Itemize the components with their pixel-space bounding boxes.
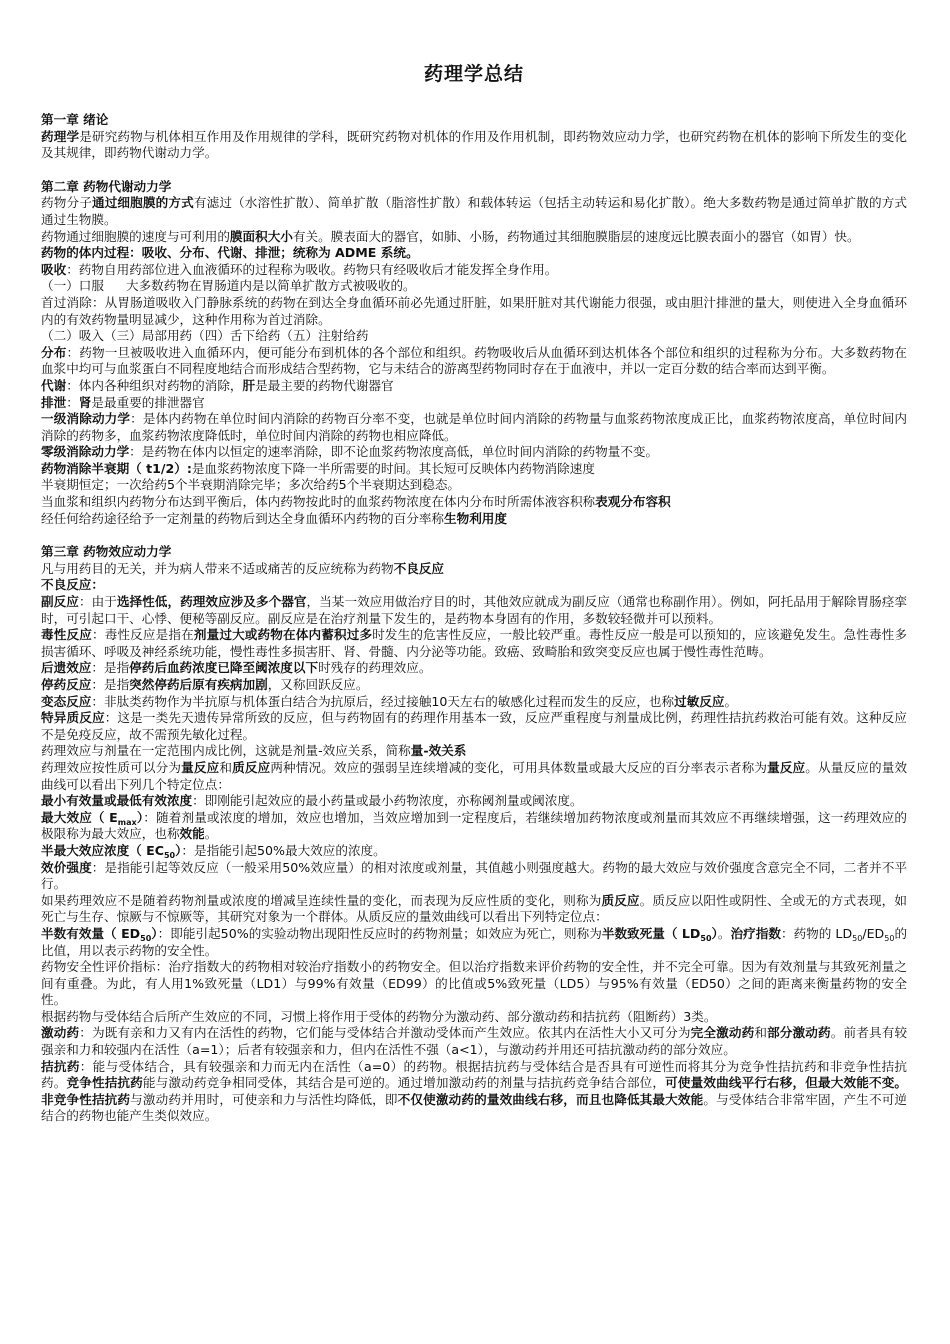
paragraph [41, 195, 907, 228]
paragraph [41, 793, 907, 810]
bold-text: 质反应 [601, 892, 640, 908]
bold-text: 后遗效应 [41, 660, 92, 676]
bold-text: 不仅使激动药的量效曲线右移，而且也降低其最大效能 [397, 1091, 704, 1107]
paragraph [41, 660, 907, 677]
text-run: 凡与用药目的无关，并为病人带来不适或痛苦的反应统称为药物 [41, 560, 394, 576]
chapter-1 [41, 112, 907, 162]
bold-text: 最小有效量或最低有效浓度 [41, 793, 193, 809]
text-run: ：药物自用药部位进入血液循环的过程称为吸收。药物只有经吸收后才能发挥全身作用。 [66, 261, 558, 277]
paragraph [41, 760, 907, 793]
paragraph [41, 677, 907, 694]
paragraph [41, 1009, 907, 1026]
text-run: 。 [717, 925, 731, 941]
chapter-1-heading: 第一章 绪论 [41, 112, 109, 127]
text-run: 有关。膜表面大的器官，如肺、小肠，药物通过其细胞膜脂层的速度远比膜表面小的器官（如胃）快。 [292, 228, 860, 244]
text-run: 大多数药物在胃肠道内是以简单扩散方式被吸收的。 [125, 278, 416, 294]
paragraph [41, 1059, 907, 1125]
bold-text: 表观分布容积 [595, 494, 671, 510]
bold-text: 肝 [242, 377, 256, 393]
text-run: 。 [724, 693, 738, 709]
paragraph [41, 378, 907, 395]
text-run: 如果药理效应不是随着药物剂量或浓度的增减呈连续性量的变化，而表现为反应性质的变化，则称为 [41, 892, 602, 908]
text-run: ：随着剂量或浓度的增加，效应也增加，当效应增加到一定程度后，若继续增加药物浓度或剂量而其效应不再继续增强，这一药理效应的极限称为最大效应，也称 [41, 809, 907, 842]
bold-text: 过敏反应 [674, 693, 725, 709]
chapter-3-heading: 第三章 药物效应动力学 [41, 544, 172, 560]
text-run: ： [66, 394, 79, 410]
text-run: 的比值，用以表示药物的安全性。 [41, 925, 908, 958]
text-run: ） [175, 842, 182, 858]
text-run: 药物分子 [41, 195, 92, 211]
text-run: 和 [219, 759, 233, 775]
subscript-text: 50 [140, 933, 152, 943]
text-run: ） [151, 925, 158, 941]
text-run: ，又称回跃反应。 [267, 677, 369, 692]
paragraph [41, 411, 907, 444]
bold-text: 可使量效曲线平行右移，但最大效能不变。非竞争性拮抗药 [41, 1075, 908, 1107]
text-run: 最大效应（ E [41, 809, 118, 825]
text-run: 药物安全性评价指标：治疗指数大的药物相对较治疗指数小的药物安全。但以治疗指数来评价药物的安全性，并不完全可靠。因为有效剂量与其致死剂量之间有重叠。为此，有人用1%致死量（LD1）与99%有效量（ED99）的比值或5%致死量（LD5）与95%有效量（ED50）之间的距离来衡量药物的安全性。 [41, 959, 907, 1008]
text-run: 是血浆药物浓度下降一半所需要的时间。其长短可反映体内药物消除速度 [191, 460, 595, 476]
bold-text: 吸收 [41, 261, 67, 277]
paragraph [41, 262, 907, 279]
text-run: 能与激动药竞争相同受体，其结合是可逆的。通过增加激动药的剂量与拮抗药竞争结合部位， [142, 1075, 666, 1091]
bold-text: 药物消除半衰期（ t1/2）: [41, 460, 192, 476]
bold-text: 排泄 [41, 394, 67, 410]
paragraph [41, 710, 907, 743]
bold-text: 拮抗药 [41, 1058, 80, 1074]
text-run: ：是指 [91, 660, 130, 676]
text-run: 。 [204, 826, 218, 842]
text-run: 时残存的药理效应。 [318, 660, 432, 676]
paragraph [41, 926, 907, 959]
bold-text: 通过细胞膜的方式 [91, 195, 194, 211]
paragraph [41, 511, 907, 528]
bold-text: 副反应 [41, 594, 79, 610]
text-run: 两种情况。效应的强弱呈连续增减的变化，可用具体数量或最大反应的百分率表示者称为 [270, 759, 768, 775]
paragraph [41, 295, 907, 328]
bold-term: 药理学 [41, 128, 80, 144]
document-page [41, 62, 907, 1125]
paragraph [41, 245, 907, 262]
bold-text: 效能 [179, 826, 205, 842]
paragraph [41, 278, 907, 295]
subscript-text: max [117, 817, 137, 827]
text-run: 经任何给药途径给予一定剂量的药物后到达全身血循环内药物的百分率称 [41, 510, 444, 526]
paragraph [41, 395, 907, 412]
paragraph [41, 810, 907, 843]
text-run: /ED [862, 925, 885, 941]
bold-text: 突然停药后原有疾病加剧 [129, 677, 268, 692]
bold-text: 不良反应： [41, 577, 104, 593]
paragraph [41, 893, 907, 926]
paragraph [41, 843, 907, 860]
bold-text: 一级消除动力学 [41, 411, 131, 427]
paragraph [41, 627, 907, 660]
bold-text: 质反应 [232, 759, 271, 775]
paragraph [41, 694, 907, 711]
bold-text [41, 926, 158, 941]
text-run: 和 [754, 1025, 768, 1041]
bold-text: 量反应 [767, 759, 806, 775]
text-run: 是最主要的药物代谢器官 [255, 377, 394, 393]
text-run: 当血浆和组织内药物分布达到平衡后，体内药物按此时的血浆药物浓度在体内分布时所需体液容积称 [41, 494, 596, 510]
subscript-text: 50 [163, 850, 176, 860]
bold-text: 选择性低，药理效应涉及多个器官 [116, 594, 307, 610]
chapter-2 [41, 179, 907, 527]
text-run: 半衰期恒定；一次给药5个半衰期消除完毕；多次给药5个半衰期达到稳态。 [41, 477, 461, 493]
paragraph [41, 229, 907, 246]
bold-text: 激动药 [41, 1025, 80, 1041]
text-run: ：是指能引起等效反应（一般采用50%效应量）的相对浓度或剂量，其值越小则强度越大。药物的最大效应与效价强度含意完全不同，二者并不平行。 [41, 859, 908, 892]
bold-text: 肾 [78, 394, 92, 410]
bold-text: 零级消除动力学 [41, 444, 130, 460]
bold-text: 效价强度 [41, 859, 92, 875]
text-run: 药物通过细胞膜的速度与可利用的 [41, 228, 230, 244]
text-run: 。与受体结合非常牢固，产生不可逆结合的药物也能产生类似效应。 [41, 1091, 908, 1124]
bold-text [41, 810, 143, 825]
text-run: ：即刚能引起效应的最小药量或最小药物浓度，亦称阈剂量或阈浓度。 [192, 793, 583, 809]
bold-text: 完全激动药 [690, 1025, 755, 1041]
text-run: ：药物一旦被吸收进入血循环内，便可能分布到机体的各个部位和组织。药物吸收后从血循环到达机体各个部位和组织的过程称为分布。大多数药物在血浆中均可与血浆蛋白不同程度地结合而形成结合型药物，它与未结合的游离型药物同时存在于血液中，并以一定百分数的结合率而达到平衡。 [41, 344, 908, 377]
chapter-2-heading: 第二章 药物代谢动力学 [41, 178, 172, 194]
text-run: ：是指能引起50%最大效应的浓度。 [181, 842, 386, 858]
text-run: 是最重要的排泄器官 [91, 394, 205, 410]
text-run: ：这是一类先天遗传异常所致的反应，但与药物固有的药理作用基本一致，反应严重程度与剂量成比例，药理性拮抗药救治可能有效。这种反应不是免疫反应，故不需预先敏化过程。 [41, 710, 908, 742]
bold-text [41, 843, 181, 858]
paragraph [41, 345, 907, 378]
text-run: ：是药物在体内以恒定的速率消除，即不论血浆药物浓度高低，单位时间内消除的药物量不变。 [129, 444, 659, 460]
text-run: 时发生的危害性反应，一般比较严重。毒性反应一般是可以预知的，应该避免发生。急性毒性多损害循环、呼吸及神经系统功能，慢性毒性多损害肝、肾、骨髓、内分泌等功能。致癌、致畸胎和致突变反应也属于慢性毒性范畴。 [41, 627, 908, 659]
paragraph [41, 743, 907, 760]
bold-text: 竞争性拮抗药 [66, 1075, 143, 1091]
paragraph [41, 477, 907, 494]
text-run: 半数有效量（ ED [41, 925, 141, 941]
text-run: （一）口服 [41, 278, 104, 294]
text-run: ：即能引起50%的实验动物出现阳性反应时的药物剂量；如效应为死亡，则称为 [157, 925, 602, 941]
text-run: 药理效应按性质可以分为 [41, 759, 182, 775]
paragraph [41, 594, 907, 627]
bold-text: 膜面积大小 [229, 228, 293, 244]
bold-text: 分布 [41, 344, 67, 360]
text-run: 与激动药并用时，可使亲和力与活性均降低，即 [130, 1091, 398, 1107]
text-run: 药理效应与剂量在一定范围内成比例，这就是剂量-效应关系，简称 [41, 743, 411, 759]
bold-text: 量-效关系 [410, 743, 467, 759]
text-run: ：非肽类药物作为半抗原与机体蛋白结合为抗原后，经过接触10天左右的敏感化过程而发生的反应，也称 [91, 693, 675, 709]
text-run: ：是体内药物在单位时间内消除的药物百分率不变，也就是单位时间内消除的药物量与血浆药物浓度成正比，血浆药物浓度高，单位时间内消除的药物多，血浆药物浓度降低时，单位时间内消除的药物也相应降低。 [41, 411, 908, 443]
bold-text: 特异质反应 [41, 710, 105, 726]
bold-text: 治疗指数 [730, 925, 781, 941]
bold-text: 部分激动药 [767, 1025, 831, 1041]
paragraph [41, 1025, 907, 1058]
text-run: ：体内各种组织对药物的消除， [66, 377, 243, 393]
bold-text [602, 926, 718, 941]
chapter-3 [41, 544, 907, 1125]
text-run: 半最大效应浓度（ EC [41, 842, 164, 858]
text-run: ） [711, 925, 718, 941]
paragraph [41, 461, 907, 478]
bold-text: 剂量过大或药物在体内蓄积过多 [193, 627, 373, 643]
subscript-text: 50 [700, 933, 712, 943]
text-run: ：由于 [78, 594, 117, 610]
paragraph [41, 444, 907, 461]
paragraph [41, 860, 907, 893]
text-run: 根据药物与受体结合后所产生效应的不同，习惯上将作用于受体的药物分为激动药、部分激动药和拮抗药（阻断药）3类。 [41, 1008, 717, 1024]
text-run: ） [136, 809, 144, 825]
text-run: ：能与受体结合，具有较强亲和力而无内在活性（a=0）的药物。根据拮抗药与受体结合是否具有可逆性而将其分为竞争性拮抗药和非竞争性拮抗药。 [41, 1058, 907, 1091]
subscript-text: 50 [852, 933, 863, 943]
bold-text: 停药后血药浓度已降至阈浓度以下 [129, 660, 319, 676]
text-run: 。质反应以阳性或阴性、全或无的方式表现，如死亡与生存、惊厥与不惊厥等，其研究对象为一个群体。从质反应的量效曲线可以看出下列特定位点： [41, 892, 908, 925]
bold-text: 变态反应 [41, 693, 92, 709]
bold-text: 量反应 [181, 759, 220, 775]
text-run: 有滤过（水溶性扩散）、简单扩散（脂溶性扩散）和载体转运（包括主动转运和易化扩散）。绝大多数药物是通过简单扩散的方式通过生物膜。 [41, 195, 908, 227]
bold-text: 药物的体内过程：吸收、分布、代谢、排泄；统称为 ADME 系统。 [41, 245, 419, 261]
text-run: ：毒性反应是指在 [91, 627, 194, 643]
text-run: 。从量反应的量效曲线可以看出下列几个特定位点： [41, 759, 908, 792]
bold-text: 停药反应 [41, 677, 92, 692]
paragraph [41, 577, 907, 594]
paragraph [41, 959, 907, 1009]
text-run: ：药物的 LD [780, 925, 853, 941]
text-run: 半数致死量（ LD [601, 925, 701, 941]
bold-text: 不良反应 [393, 560, 444, 576]
text-run: ：是指 [91, 677, 130, 692]
document-title: 药理学总结 [423, 63, 524, 85]
text-run: （二）吸入（三）局部用药（四）舌下给药（五）注射给药 [41, 328, 369, 344]
text-run: 是研究药物与机体相互作用及作用规律的学科，既研究药物对机体的作用及作用机制，即药物效应动力学，也研究药物在机体的影响下所发生的变化及其规律，即药物代谢动力学。 [41, 128, 908, 161]
paragraph [41, 328, 907, 345]
subscript-text: 50 [884, 933, 895, 943]
paragraph [41, 561, 907, 578]
text-run: ：为既有亲和力又有内在活性的药物，它们能与受体结合并激动受体而产生效应。依其内在活性大小又可分为 [79, 1025, 691, 1041]
bold-text: 毒性反应 [41, 627, 92, 643]
paragraph [41, 494, 907, 511]
text-run: 首过消除：从胃肠道吸收入门静脉系统的药物在到达全身血循环前必先通过肝脏，如果肝脏对其代谢能力很强，或由胆汁排泄的量大，则使进入全身血循环内的有效药物量明显减少，这种作用称为首过消除。 [41, 294, 907, 327]
bold-text: 代谢 [41, 377, 67, 393]
text-run: 。前者具有较强亲和力和较强内在活性（a=1）；后者有较强亲和力，但内在活性不强（a<1），与激动药并用还可拮抗激动药的部分效应。 [41, 1025, 908, 1058]
text-run: ，当某一效应用做治疗目的时，其他效应就成为副反应（通常也称副作用）。例如，阿托品用于解除胃肠痉挛时，可引起口干、心悸、便秘等副反应。副反应是在治疗剂量下发生的，是药物本身固有的作用，多数较轻微并可以预料。 [41, 594, 908, 626]
bold-text: 生物利用度 [444, 510, 507, 526]
paragraph [41, 129, 907, 162]
